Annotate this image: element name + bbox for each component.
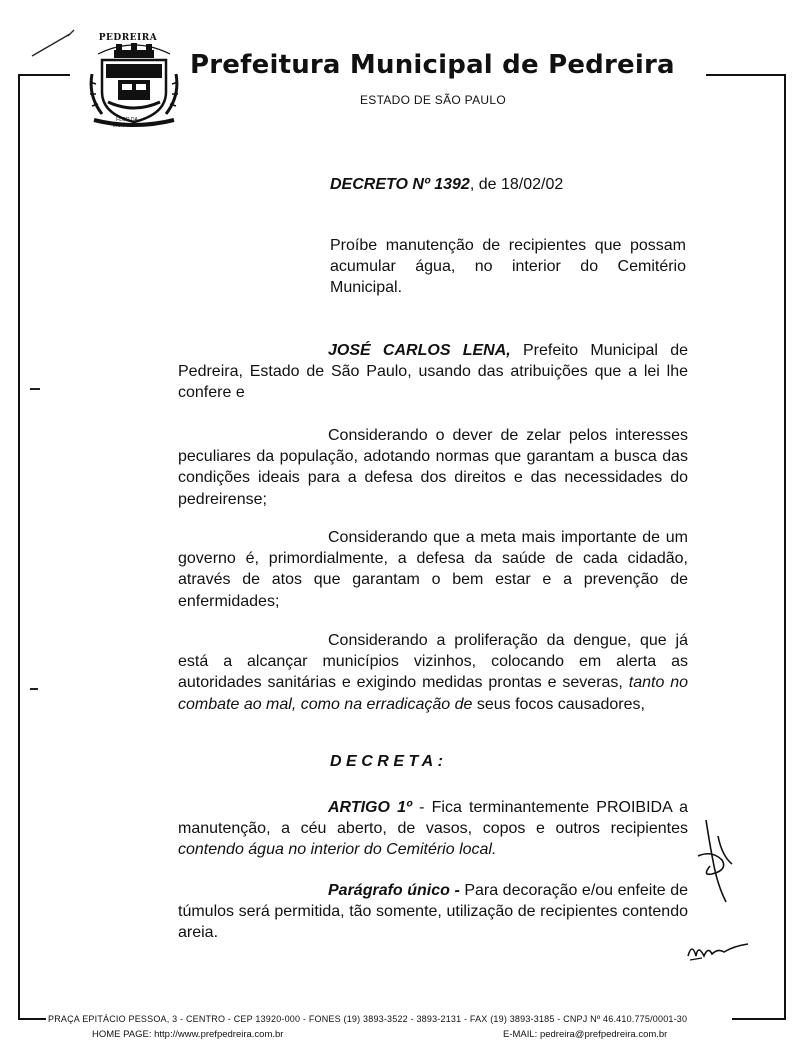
mayor-name: JOSÉ CARLOS LENA,: [328, 342, 511, 359]
handwritten-signature-icon: [684, 936, 754, 966]
frame-bottom-left-line: [18, 1018, 46, 1020]
decree-number: DECRETO Nº 1392: [330, 176, 470, 193]
frame-left-line: [18, 74, 20, 1020]
article-1-paragraph: [178, 797, 688, 861]
footer-address: PRAÇA EPITÁCIO PESSOA, 3 - CENTRO - CEP 13920-000 - FONES (19) 3893-3522 - 3893-2131 - FAX (19) 3893-3185 - CNPJ Nº 46.410.775/0001-30: [48, 1014, 688, 1024]
consideration-paragraph-1: [178, 425, 688, 510]
page-title: Prefeitura Municipal de Pedreira: [190, 50, 675, 80]
sole-paragraph-text: Para decoração e/ou enfeite de túmulos será permitida, tão somente, utilização de recipientes contendo areia.: [178, 882, 689, 942]
ementa-text: Proíbe manutenção de recipientes que possam acumular água, no interior do Cemitério Municipal.: [330, 237, 686, 297]
decreta-heading: DECRETA:: [330, 753, 448, 770]
preamble-paragraph: [178, 340, 688, 404]
footer-email: E-MAIL: pedreira@prefpedreira.com.br: [503, 1029, 668, 1040]
frame-bottom-right-line: [732, 1018, 786, 1020]
article-1-text-italic: contendo água no interior do Cemitério local.: [178, 841, 497, 859]
article-1-label: ARTIGO 1º: [328, 799, 412, 816]
ementa-summary: [330, 235, 686, 299]
frame-right-line: [784, 74, 786, 1020]
footer-homepage: HOME PAGE: http://www.prefpedreira.com.br: [92, 1029, 284, 1040]
frame-top-left-line: [18, 74, 70, 76]
preamble-text: Prefeito Municipal de Pedreira, Estado de São Paulo, usando das atribuições que a lei lhe confere e: [178, 342, 688, 402]
sole-paragraph-label: Parágrafo único -: [328, 882, 460, 899]
crest-motto-label: FLOR DA MONTANHA: [112, 117, 142, 129]
margin-mark: [30, 388, 40, 390]
consideration-text-2: Considerando que a meta mais importante de um governo é, primordialmente, a defesa da saúde de cada cidadão, através de atos que garantam o bem estar e a prevenção de enfermidades;: [178, 529, 688, 610]
decree-heading: [330, 174, 563, 195]
consideration-text-3a: Considerando a proliferação da dengue, que já está a alcançar municípios vizinhos, colocando em alerta as autoridades sanitárias e exigindo medidas prontas e severas,: [178, 632, 688, 692]
decree-date: , de 18/02/02: [469, 176, 564, 193]
frame-top-right-line: [706, 74, 786, 76]
consideration-paragraph-2: [178, 527, 688, 612]
consideration-text-3c: seus focos causadores,: [472, 695, 645, 713]
consideration-text-1: Considerando o dever de zelar pelos interesses peculiares da população, adotando normas que garantam a busca das condições ideais para a defesa dos direitos e das necessidades do pedreirense;: [178, 427, 688, 508]
consideration-paragraph-3: [178, 630, 688, 715]
margin-mark: [30, 688, 38, 690]
consideration-text-3b: tanto no combate ao mal, como na erradicação de: [178, 674, 688, 713]
crest-name-label: PEDREIRA: [98, 33, 158, 43]
article-1-text: - Fica terminantemente PROIBIDA a manutenção, a céu aberto, de vasos, copos e outros recipientes: [178, 799, 688, 838]
pen-stroke-mark: [30, 28, 76, 58]
handwritten-initial-icon: [692, 816, 736, 906]
sole-paragraph: [178, 880, 688, 944]
state-subtitle: ESTADO DE SÃO PAULO: [360, 93, 506, 107]
